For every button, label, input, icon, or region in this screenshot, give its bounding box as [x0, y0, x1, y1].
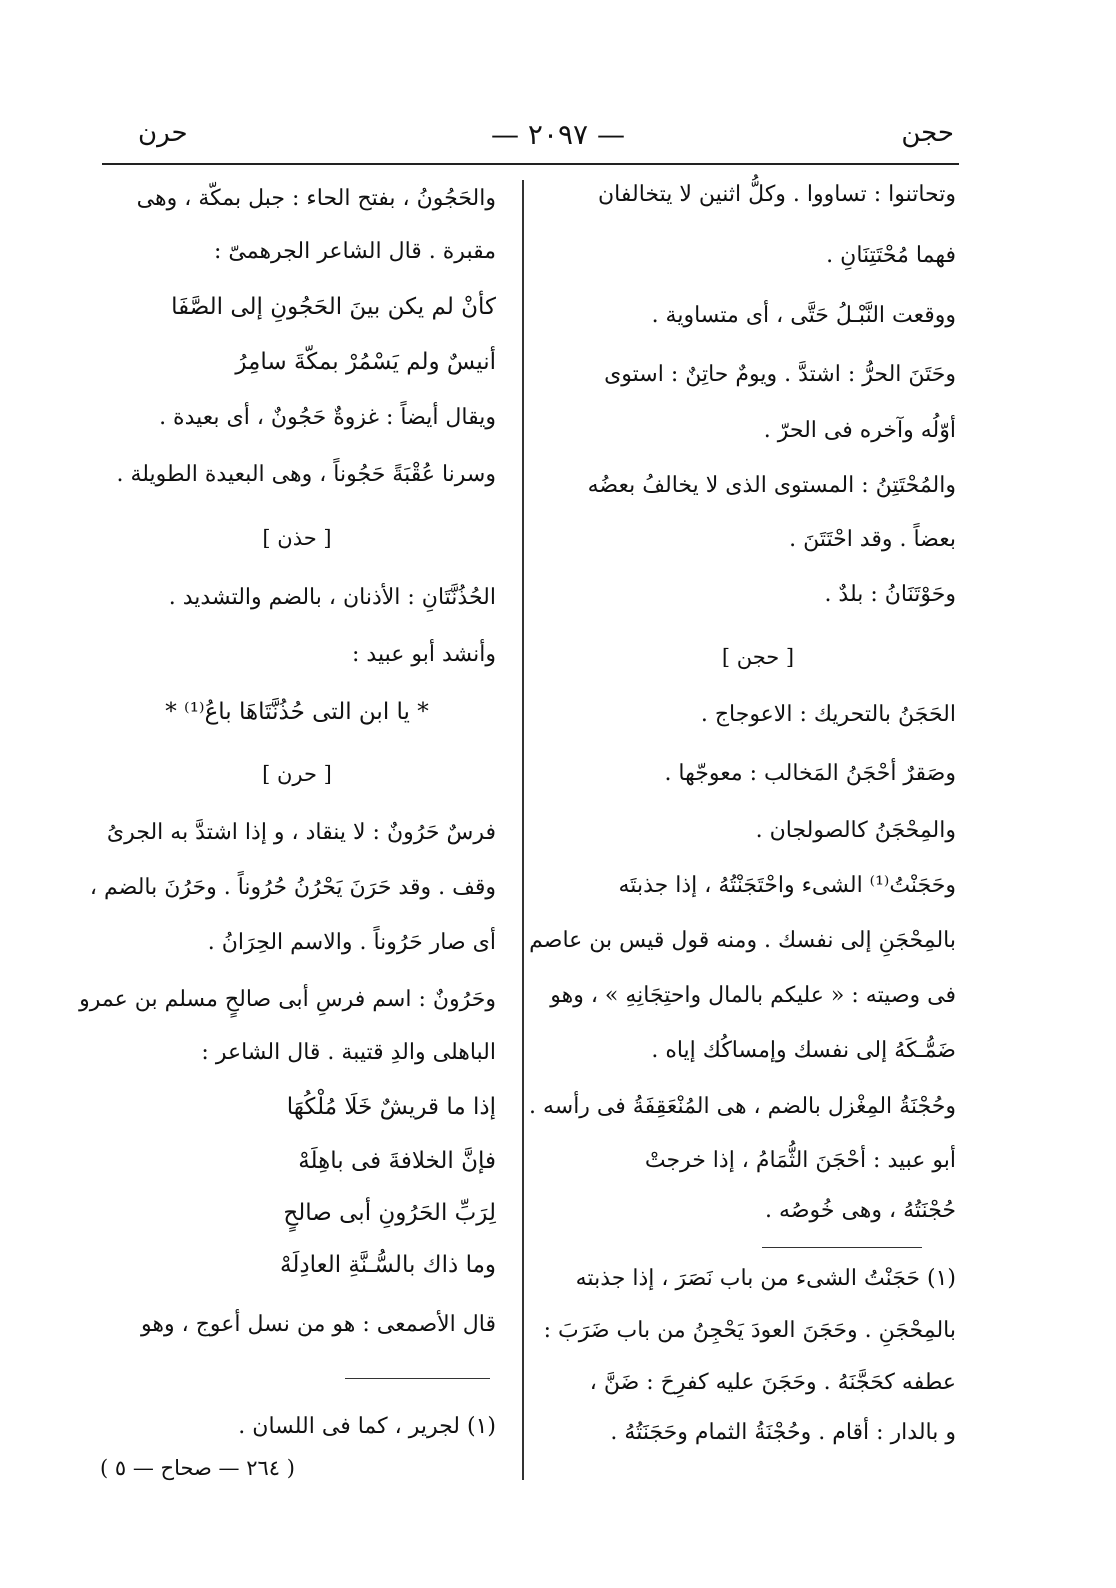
text-line: وحَرُونٌ : اسم فرسِ أبى صالحٍ مسلم بن عمرو	[79, 987, 496, 1012]
text-line: وحُجْنَةُ المِغْزل بالضم ، هى المُنْعَقِفَةُ فى رأسه .	[528, 1094, 956, 1119]
text-line: وصَقرٌ أحْجَنُ المَخالب : معوجّها .	[664, 761, 956, 786]
page-number: — ٢٠٩٧ —	[491, 118, 625, 151]
page-footer: ( ٢٦٤ — صحاح — ٥ )	[100, 1456, 295, 1480]
verse-line: وما ذاك بالسُّـنَّةِ العادِلَهْ	[280, 1252, 496, 1278]
text-line: وحَوْتَنَانُ : بلدٌ .	[824, 582, 956, 607]
verse-line: لِرَبِّ الحَرُونِ أبى صالحٍ	[283, 1200, 496, 1226]
text-line: والحَجُونُ ، بفتح الحاء : جبل بمكّة ، وهى	[136, 186, 496, 211]
section-heading: [ حجن ]	[721, 645, 795, 669]
footnote-line: عطفه كحَجَّنَهُ . وحَجَنَ عليه كفرِحَ : ضَنَّ ،	[589, 1370, 956, 1395]
text-line: الحَجَنُ بالتحريك : الاعوجاج .	[700, 702, 956, 727]
header-right-word: حجن	[901, 118, 954, 148]
verse-line: إذا ما قريشٌ خَلَا مُلْكُهَا	[286, 1094, 496, 1120]
text-line: ضَمُّـكَهُ إلى نفسك وإمساكُك إياه .	[651, 1038, 956, 1063]
footnote-line: و بالدار : أقام . وحُجْنَةُ الثمام وحَجَنَتُهُ .	[610, 1420, 956, 1445]
text-line: حُجْنَتُهُ ، وهى خُوصُه .	[765, 1198, 956, 1223]
text-line: الباهلى والدِ قتيبة . قال الشاعر :	[201, 1040, 496, 1065]
text-line: وتحاتنوا : تساووا . وكلُّ اثنين لا يتخالفان	[598, 182, 956, 207]
text-line: وسرنا عُقْبَةً حَجُوناً ، وهى البعيدة الطويلة .	[116, 462, 496, 487]
header-rule	[102, 163, 959, 165]
text-line: ويقال أيضاً : غزوةٌ حَجُونٌ ، أى بعيدة .	[159, 405, 496, 430]
text-line: وحَتَنَ الحرُّ : اشتدَّ . ويومٌ حاتِنٌ : استوى	[604, 362, 956, 387]
section-heading: [ حرن ]	[262, 762, 332, 786]
text-line: وقف . وقد حَرَنَ يَحْرُنُ حُرُوناً . وحَرُنَ بالضم ،	[89, 875, 496, 900]
text-line: والمُحْتَتِنُ : المستوى الذى لا يخالفُ بعضُه	[587, 473, 956, 498]
text-line: وحَجَنْتُ⁽¹⁾ الشىء واحْتَجَنْتُهُ ، إذا جذبتَه	[618, 873, 956, 898]
verse-line: كأنْ لم يكن بينَ الحَجُونِ إلى الصَّفَا	[171, 294, 496, 320]
text-line: الحُذُنَّتَانِ : الأذنان ، بالضم والتشديد .	[168, 585, 496, 610]
footnote-rule	[345, 1378, 490, 1379]
footnote-line: (١) لجرير ، كما فى اللسان .	[238, 1414, 496, 1439]
text-line: فهما مُحْتَتِنَانِ .	[826, 243, 956, 268]
text-line: مقبرة . قال الشاعر الجرهمىّ :	[213, 239, 496, 264]
text-line: والمِحْجَنُ كالصولجان .	[755, 818, 956, 843]
verse-line: * يا ابن التى حُذُنَّتَاهَا باعُ⁽¹⁾ *	[165, 699, 429, 725]
text-line: أى صار حَرُوناً . والاسم الحِرَانُ .	[207, 930, 496, 955]
text-line: بالمِحْجَنِ إلى نفسك . ومنه قول قيس بن عاصم	[529, 928, 956, 953]
column-divider	[522, 180, 524, 1480]
footnote-line: بالمِحْجَنِ . وحَجَنَ العودَ يَحْجِنُ من باب ضَرَبَ :	[543, 1318, 956, 1343]
text-line: فرسٌ حَرُونٌ : لا ينقاد ، و إذا اشتدَّ به الجرىُ	[106, 820, 496, 845]
text-line: قال الأصمعى : هو من نسل أعوج ، وهو	[141, 1312, 496, 1337]
footnote-rule	[762, 1247, 922, 1248]
text-line: أبو عبيد : أحْجَنَ الثُّمَامُ ، إذا خرجتْ	[644, 1148, 956, 1173]
text-line: ووقعت النَّبْـلُ حَتَّى ، أى متساوية .	[651, 303, 956, 328]
footnote-line: (١) حَجَنْتُ الشىء من باب نَصَرَ ، إذا جذبته	[575, 1266, 956, 1291]
section-heading: [ حذن ]	[262, 526, 332, 550]
text-line: وأنشد أبو عبيد :	[352, 642, 496, 667]
text-line: بعضاً . وقد احْتَتَنَ .	[789, 527, 956, 552]
text-line: فى وصيته : « عليكم بالمال واحتِجَانِهِ » ، وهو	[550, 983, 956, 1008]
verse-line: أنيسٌ ولم يَسْمُرْ بمكّةَ سامِرُ	[235, 349, 496, 375]
verse-line: فإنَّ الخلافةَ فى باهِلَهْ	[298, 1148, 496, 1174]
text-line: أوّلُه وآخره فى الحرّ .	[763, 418, 956, 443]
header-left-word: حرن	[138, 118, 188, 148]
